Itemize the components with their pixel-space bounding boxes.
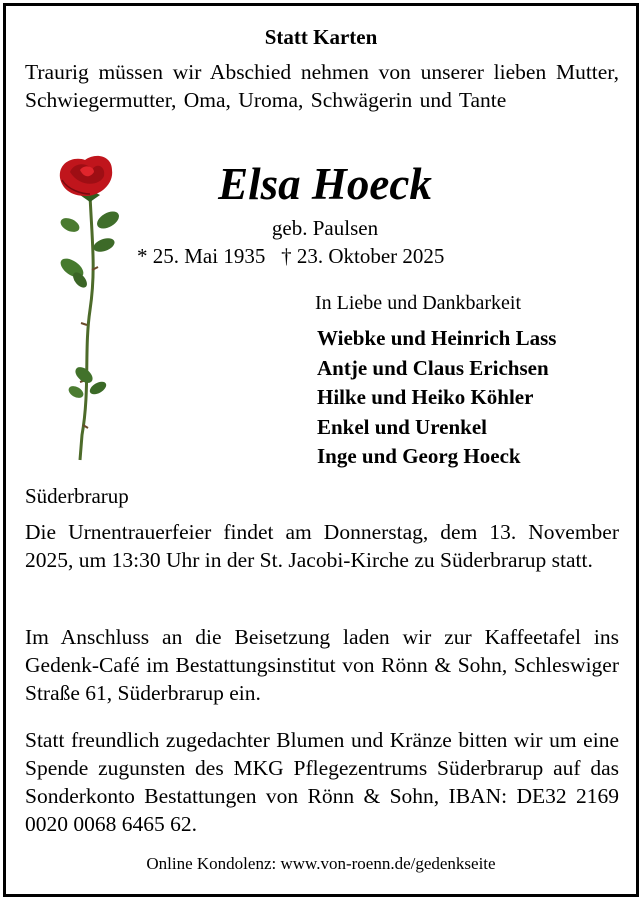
red-rose-icon: [40, 150, 140, 470]
notice-heading: Statt Karten: [264, 25, 378, 49]
mourner-entry: Inge und Georg Hoeck: [317, 444, 521, 468]
mourner-entry: Hilke und Heiko Köhler: [317, 385, 534, 409]
maiden-name: geb. Paulsen: [271, 216, 379, 240]
funeral-service-paragraph: Die Urnentrauerfeier findet am Donnerstag, dem 13. November 2025, um 13:30 Uhr in der St. Jacobi-Kirche zu Süderbrarup statt.: [25, 520, 619, 572]
place-name: Süderbrarup: [25, 484, 129, 508]
mourner-entry: Wiebke und Heinrich Lass: [317, 326, 557, 350]
reception-paragraph: Im Anschluss an die Beisetzung laden wir zur Kaffeetafel ins Gedenk-Café im Bestattungsinstitut von Rönn & Sohn, Schleswiger Straße 61, Süderbrarup ein.: [25, 625, 619, 705]
donation-paragraph: Statt freundlich zugedachter Blumen und Kränze bitten wir um eine Spende zugunsten des MKG Pflegezentrums Süderbrarup auf das Sonderkonto Bestattungen von Rönn & Sohn, IBAN: DE32 2169 0020 0068 6465 62.: [25, 728, 619, 836]
mourner-entry: Enkel und Urenkel: [317, 414, 487, 439]
mourner-entry: Antje und Claus Erichsen: [317, 355, 549, 380]
intro-text: Traurig müssen wir Abschied nehmen von unserer lieben Mutter, Schwiegermutter, Oma, Uroma, Schwägerin und Tante: [25, 60, 619, 112]
deceased-name: Elsa Hoeck: [218, 159, 432, 209]
online-condolence-link[interactable]: Online Kondolenz: www.von-roenn.de/gedenkseite: [146, 854, 496, 873]
closing-phrase: In Liebe und Dankbarkeit: [315, 292, 522, 314]
mourners-list: [317, 324, 556, 472]
life-dates: * 25. Mai 1935 † 23. Oktober 2025: [137, 244, 445, 268]
